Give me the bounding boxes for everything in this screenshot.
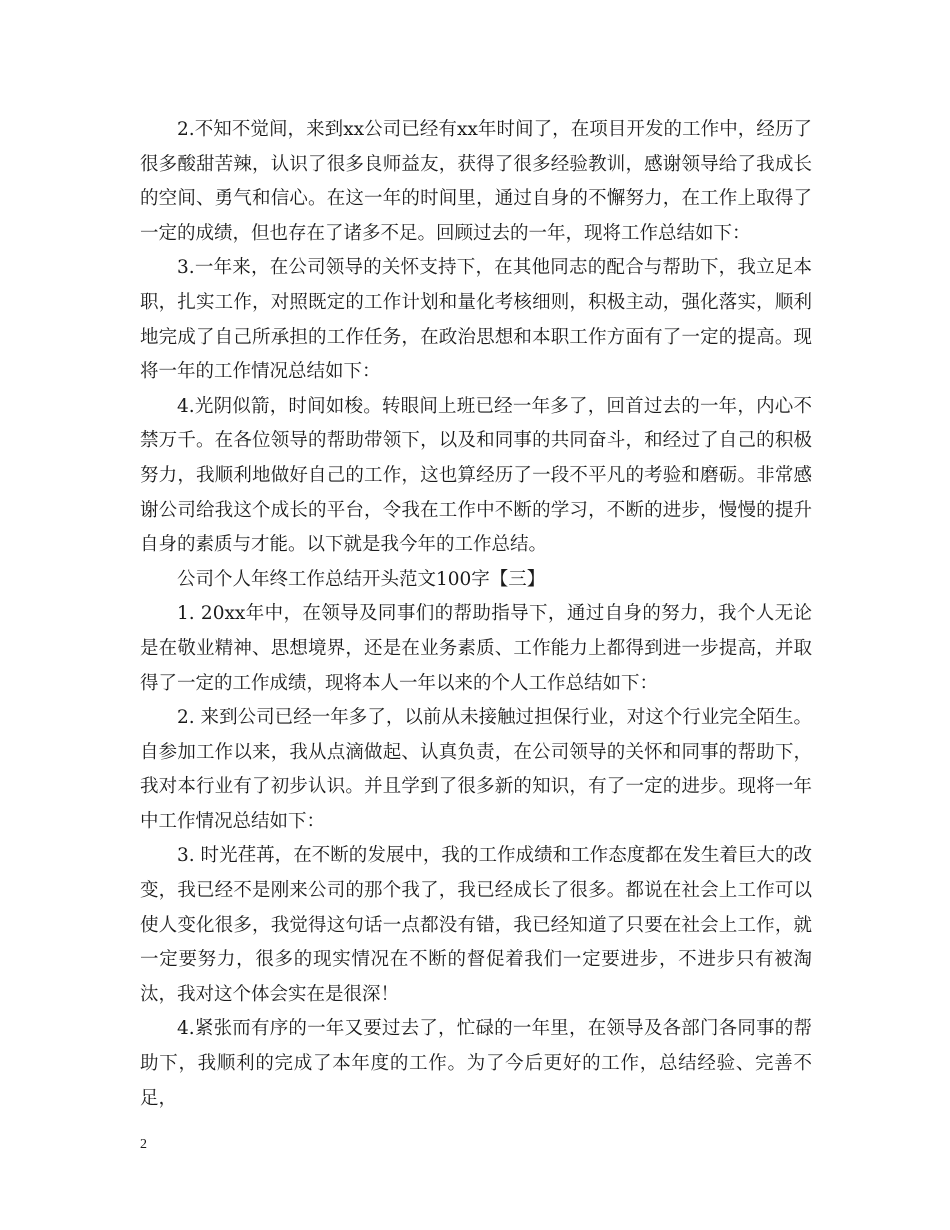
paragraph-2: 3.一年来，在公司领导的关怀支持下，在其他同志的配合与帮助下，我立足本职，扎实工作，对照既定的工作计划和量化考核细则，积极主动，强化落实，顺利地完成了自己所承担的工作任务，在政治思想和本职工作方面有了一定的提高。现将一年的工作情况总结如下： [140,257,812,383]
section-heading: 公司个人年终工作总结开头范文100字【三】 [177,568,546,590]
paragraph-3: 4.光阴似箭，时间如梭。转眼间上班已经一年多了，回首过去的一年，内心不禁万千。在各位领导的帮助带领下，以及和同事的共同奋斗，和经过了自己的积极努力，我顺利地做好自己的工作，这也算经历了一段不平凡的考验和磨砺。非常感谢公司给我这个成长的平台，令我在工作中不断的学习，不断的进步，慢慢的提升自身的素质与才能。以下就是我今年的工作总结。 [140,395,812,556]
page-number: 2 [140,1137,147,1152]
paragraph-1: 2.不知不觉间，来到xx公司已经有xx年时间了，在项目开发的工作中，经历了很多酸甜苦辣，认识了很多良师益友，获得了很多经验教训，感谢领导给了我成长的空间、勇气和信心。在这一年的时间里，通过自身的不懈努力，在工作上取得了一定的成绩，但也存在了诸多不足。回顾过去的一年，现将工作总结如下： [140,119,812,244]
paragraph-4: 1. 20xx年中，在领导及同事们的帮助指导下，通过自身的努力，我个人无论是在敬业精神、思想境界，还是在业务素质、工作能力上都得到进一步提高，并取得了一定的工作成绩，现将本人一年以来的个人工作总结如下： [140,603,812,694]
paragraph-6: 3. 时光荏苒，在不断的发展中，我的工作成绩和工作态度都在发生着巨大的改变，我已经不是刚来公司的那个我了，我已经成长了很多。都说在社会上工作可以使人变化很多，我觉得这句话一点都没有错，我已经知道了只要在社会上工作，就一定要努力，很多的现实情况在不断的督促着我们一定要进步，不进步只有被淘汰，我对这个体会实在是很深！ [140,845,812,1005]
paragraph-5: 2. 来到公司已经一年多了，以前从未接触过担保行业，对这个行业完全陌生。自参加工作以来，我从点滴做起、认真负责，在公司领导的关怀和同事的帮助下，我对本行业有了初步认识。并且学到了很多新的知识，有了一定的进步。现将一年中工作情况总结如下： [140,707,812,832]
paragraph-7: 4.紧张而有序的一年又要过去了，忙碌的一年里，在领导及各部门各同事的帮助下，我顺利的完成了本年度的工作。为了今后更好的工作，总结经验、完善不足， [140,1018,812,1109]
document-body [140,113,812,1116]
